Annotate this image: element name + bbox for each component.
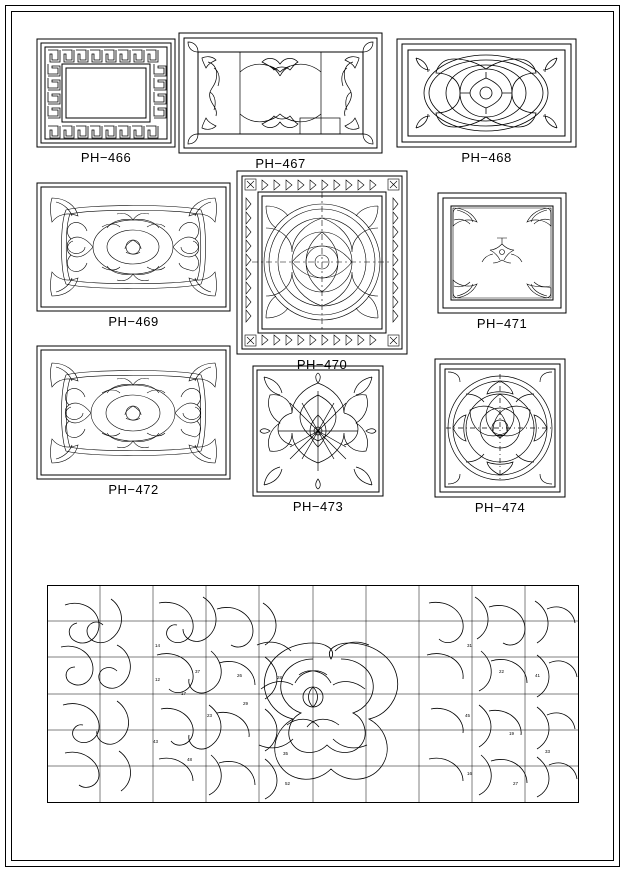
panel-caption: PH−466: [80, 150, 132, 165]
svg-text:19: 19: [509, 731, 515, 736]
panel-art-medallion-frieze: [236, 170, 408, 355]
panel-caption: PH−471: [476, 316, 528, 331]
panel-caption: PH−470: [296, 357, 348, 372]
panel-caption: PH−469: [108, 314, 159, 329]
panel-caption: PH−474: [474, 500, 526, 515]
svg-text:27: 27: [513, 781, 519, 786]
svg-text:45: 45: [465, 713, 471, 718]
svg-text:29: 29: [243, 701, 249, 706]
panel-ph-467[interactable]: [178, 32, 383, 171]
panel-art-oval-rosette: [396, 38, 577, 148]
panel-ph-468[interactable]: [396, 38, 577, 165]
svg-text:26: 26: [237, 673, 243, 678]
pattern-field[interactable]: [47, 585, 579, 803]
panel-art-circular-rosette: [434, 358, 566, 498]
pattern-field-art: [47, 585, 579, 803]
svg-text:31: 31: [467, 643, 473, 648]
panel-ph-470[interactable]: [236, 170, 408, 372]
panel-ph-466[interactable]: [36, 38, 176, 165]
panel-ph-469[interactable]: [36, 182, 231, 329]
panel-caption: PH−473: [292, 499, 344, 514]
svg-text:43: 43: [153, 739, 159, 744]
svg-text:41: 41: [535, 673, 541, 678]
panel-art-corner-florets: [437, 192, 567, 314]
panel-caption: PH−467: [255, 156, 306, 171]
panel-art-greek-key: [36, 38, 176, 148]
panel-art-corner-scroll: [178, 32, 383, 154]
panel-ph-474[interactable]: [434, 358, 566, 515]
svg-text:48: 48: [187, 757, 193, 762]
panel-ph-473[interactable]: [252, 365, 384, 514]
svg-text:35: 35: [283, 751, 289, 756]
svg-text:33: 33: [545, 749, 551, 754]
panel-ph-472[interactable]: [36, 345, 231, 497]
svg-text:12: 12: [155, 677, 161, 682]
panel-ph-471[interactable]: [437, 192, 567, 331]
svg-text:37: 37: [195, 669, 201, 674]
svg-text:28: 28: [277, 675, 283, 680]
tile-number-group: [153, 643, 551, 786]
panel-caption: PH−468: [461, 150, 512, 165]
svg-text:23: 23: [207, 713, 213, 718]
svg-text:22: 22: [499, 669, 505, 674]
svg-text:16: 16: [467, 771, 473, 776]
svg-text:14: 14: [155, 643, 161, 648]
panel-art-acanthus-b: [36, 345, 231, 480]
panel-caption: PH−472: [108, 482, 159, 497]
panel-art-radiating-floral: [252, 365, 384, 497]
svg-text:17: 17: [181, 691, 187, 696]
panel-art-acanthus-a: [36, 182, 231, 312]
svg-text:52: 52: [285, 781, 291, 786]
